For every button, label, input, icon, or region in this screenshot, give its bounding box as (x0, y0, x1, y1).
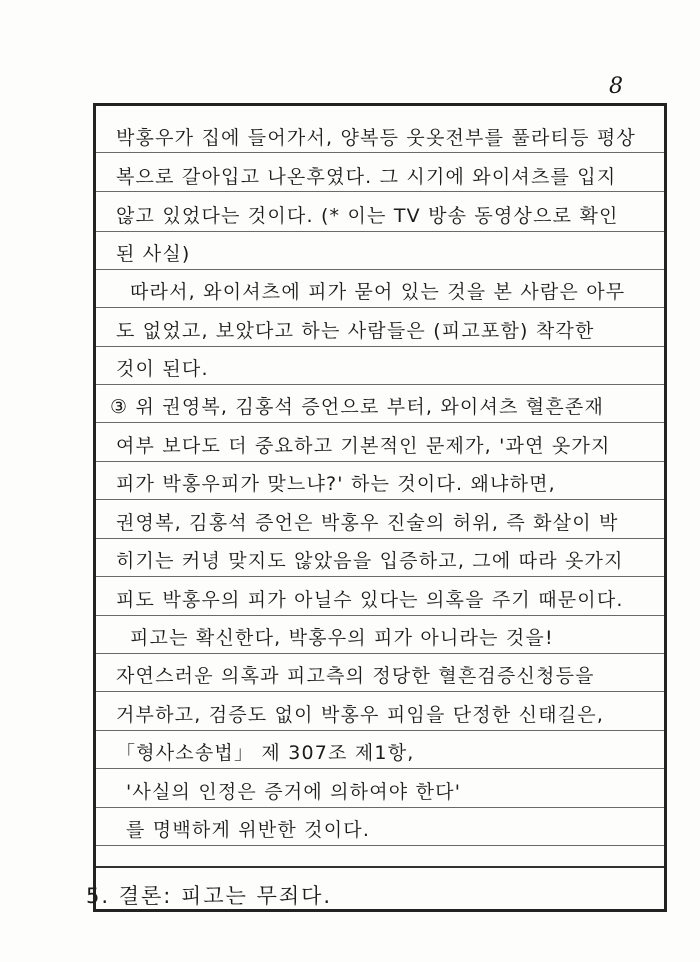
text-line: 를 명백하게 위반한 것이다. (126, 819, 371, 841)
ruled-line (96, 269, 664, 270)
ruled-line (96, 346, 664, 347)
ruled-line (96, 653, 664, 654)
text-line: 자연스러운 의혹과 피고측의 정당한 혈흔검증신청등을 (116, 665, 595, 687)
ruled-line (96, 807, 664, 808)
text-line: 권영복, 김홍석 증언은 박홍우 진술의 허위, 즉 화살이 박 (116, 512, 619, 534)
text-line: 복으로 갈아입고 나온후였다. 그 시기에 와이셔츠를 입지 (116, 166, 617, 188)
ruled-line (96, 691, 664, 692)
ruled-line (96, 499, 664, 500)
ruled-line (96, 576, 664, 577)
text-line: 피고는 확신한다, 박홍우의 피가 아니라는 것을! (130, 627, 554, 649)
ruled-line (96, 866, 664, 868)
conclusion-line: 5. 결론: 피고는 무죄다. (86, 884, 333, 908)
ruled-line (96, 152, 664, 153)
ruled-line (96, 615, 664, 616)
ruled-line (96, 461, 664, 462)
text-line: 히기는 커녕 맞지도 않았음을 입증하고, 그에 따라 옷가지 (116, 550, 624, 572)
text-line: 따라서, 와이셔츠에 피가 묻어 있는 것을 본 사람은 아무 (130, 281, 626, 303)
text-line: 여부 보다도 더 중요하고 기본적인 문제가, '과연 옷가지 (116, 435, 611, 457)
ruled-line (96, 845, 664, 846)
ruled-line (96, 422, 664, 423)
ruled-line (96, 730, 664, 731)
page-number: 8 (609, 74, 623, 99)
text-line: 박홍우가 집에 들어가서, 양복등 웃옷전부를 풀라티등 평상 (116, 127, 636, 149)
text-line: 않고 있었다는 것이다. (* 이는 TV 방송 동영상으로 확인 (116, 205, 619, 227)
ruled-line (96, 231, 664, 232)
text-line: 「형사소송법」 제 307조 제1항, (116, 742, 415, 764)
ruled-line (96, 307, 664, 308)
text-line: 거부하고, 검증도 없이 박홍우 피임을 단정한 신태길은, (116, 704, 605, 726)
text-line: 도 없었고, 보았다고 하는 사람들은 (피고포함) 착각한 (116, 320, 595, 342)
ruled-line (96, 191, 664, 192)
ruled-line (96, 538, 664, 539)
ruled-line (96, 768, 664, 769)
text-line: 된 사실) (116, 243, 191, 265)
text-line: ③ 위 권영복, 김홍석 증언으로 부터, 와이셔츠 혈흔존재 (110, 396, 605, 418)
ruled-sheet (86, 103, 667, 912)
text-line: 피도 박홍우의 피가 아닐수 있다는 의혹을 주기 때문이다. (116, 589, 624, 611)
text-line: 피가 박홍우피가 맞느냐?' 하는 것이다. 왜냐하면, (116, 473, 556, 495)
text-line: 것이 된다. (116, 358, 209, 380)
ruled-line (96, 384, 664, 385)
text-line: '사실의 인정은 증거에 의하여야 한다' (126, 781, 462, 803)
